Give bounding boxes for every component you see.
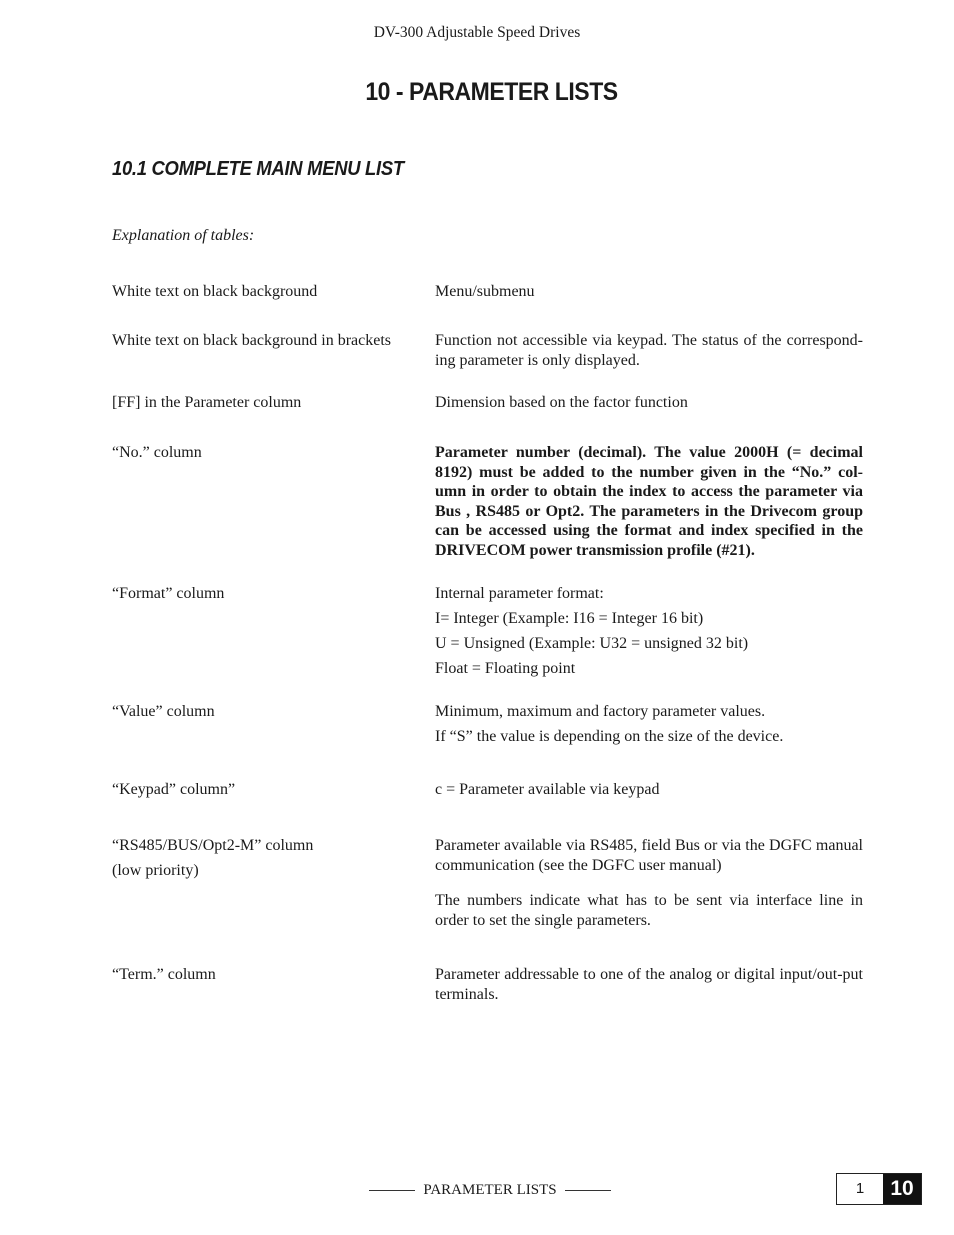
row-term: [112, 777, 422, 802]
term-line: “Value” column: [112, 703, 215, 720]
running-header: DV-300 Adjustable Speed Drives: [373, 24, 581, 41]
desc-line: U = Unsigned (Example: U32 = unsigned 32 bit): [435, 635, 749, 652]
footer-rule-left: [369, 1190, 415, 1191]
term-line: White text on black background: [112, 283, 318, 300]
desc-line: c = Parameter available via keypad: [435, 781, 660, 798]
row-term: [112, 699, 422, 724]
term-line: “RS485/BUS/Opt2-M” column: [112, 837, 314, 854]
row-term: [112, 279, 422, 304]
intro-text: Explanation of tables:: [112, 227, 255, 244]
desc-line: Internal parameter format:: [435, 585, 604, 602]
row-description: [435, 777, 863, 802]
desc-line: Float = Floating point: [435, 660, 576, 677]
term-line: (low priority): [112, 862, 199, 879]
page-number-box: [836, 1173, 922, 1205]
row-description: [435, 965, 863, 1004]
desc-line: Dimension based on the factor function: [435, 394, 688, 411]
footer-rule-right: [565, 1190, 611, 1191]
term-line: [FF] in the Parameter column: [112, 394, 302, 411]
row-description: [435, 836, 863, 930]
row-description: [435, 331, 863, 370]
row-description: [435, 279, 863, 304]
row-term: [112, 833, 422, 883]
term-line: White text on black background in brackets: [112, 332, 392, 349]
footer: [0, 1182, 954, 1199]
desc-paragraph: Parameter addressable to one of the analog or digital input/out-put terminals.: [435, 966, 863, 1003]
desc-line: Minimum, maximum and factory parameter values.: [435, 703, 766, 720]
desc-line: I= Integer (Example: I16 = Integer 16 bit): [435, 610, 704, 627]
desc-paragraph: Parameter available via RS485, field Bus or via the DGFC manual communication (see the DGFC user manual): [435, 837, 863, 874]
chapter-title: 10 - PARAMETER LISTS: [365, 78, 618, 106]
desc-paragraph: The numbers indicate what has to be sent via interface line in order to set the single parameters.: [435, 892, 863, 929]
footer-label: PARAMETER LISTS: [423, 1182, 557, 1198]
row-term: [112, 440, 422, 465]
term-line: “Keypad” column”: [112, 781, 236, 798]
desc-line: Menu/submenu: [435, 283, 535, 300]
term-line: “Term.” column: [112, 966, 216, 983]
row-term: [112, 962, 422, 987]
row-description: [435, 443, 863, 560]
row-description: [435, 581, 863, 681]
term-line: “Format” column: [112, 585, 225, 602]
page-number: 1: [855, 1180, 865, 1197]
chapter-number-tab: 10: [883, 1174, 921, 1204]
row-description: [435, 390, 863, 415]
row-term: [112, 390, 422, 415]
desc-line: If “S” the value is depending on the size of the device.: [435, 728, 784, 745]
desc-paragraph: Function not accessible via keypad. The status of the correspond-ing parameter is only displayed.: [435, 332, 863, 369]
section-title: 10.1 COMPLETE MAIN MENU LIST: [112, 158, 404, 180]
row-description: [435, 699, 863, 749]
term-line: “No.” column: [112, 444, 202, 461]
desc-paragraph: Parameter number (decimal). The value 2000H (= decimal 8192) must be added to the number given in the “No.” col-umn in order to obtain the index to access the parameter via Bus , RS485 or Opt2. The parameters in the Drivecom group can be accessed using the format and index specified in the DRIVECOM power transmission profile (#21).: [435, 444, 863, 559]
row-term: [112, 581, 422, 606]
row-term: [112, 328, 422, 353]
